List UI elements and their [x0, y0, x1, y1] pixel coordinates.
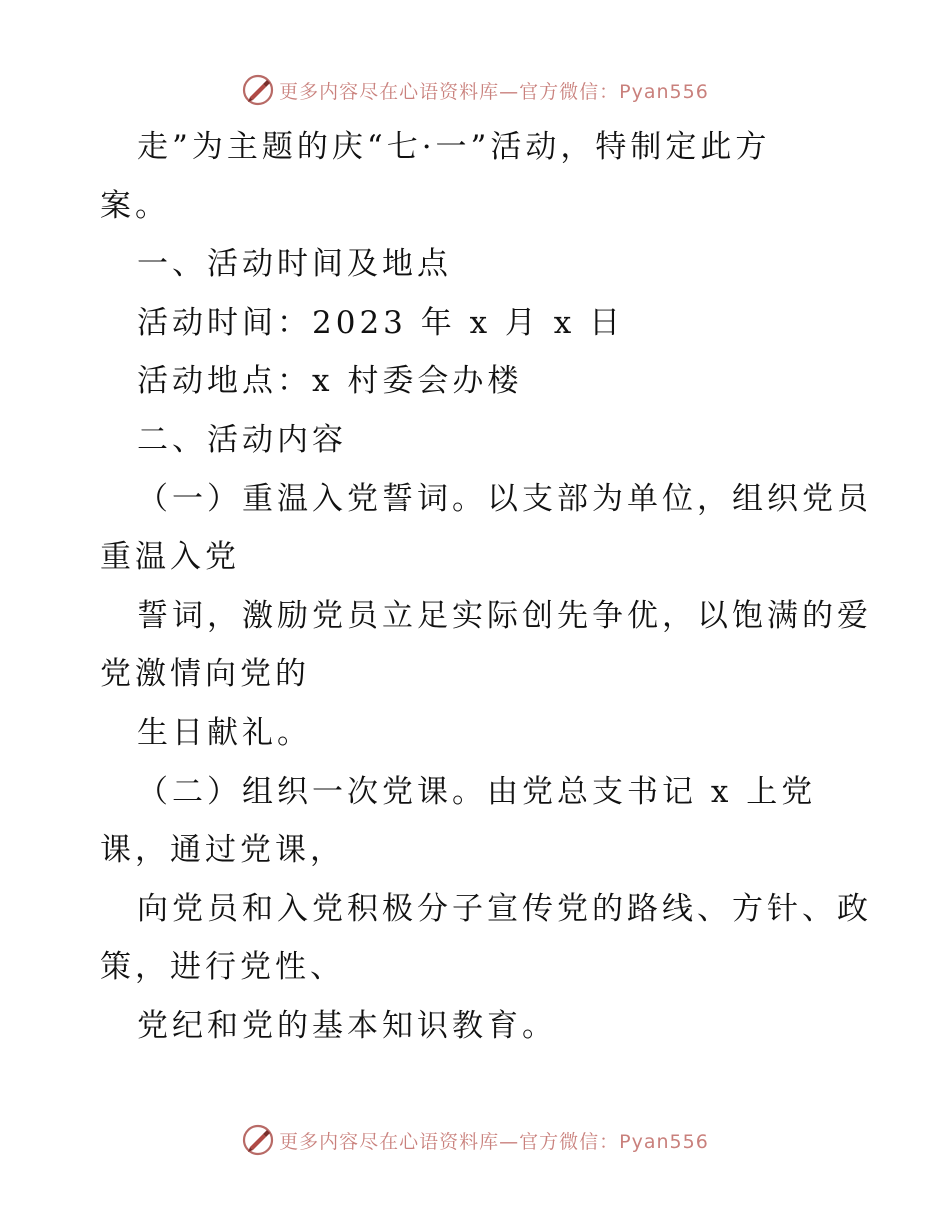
watermark-header-text: 更多内容尽在心语资料库—官方微信：Pyan556 — [279, 80, 709, 103]
watermark-footer-text: 更多内容尽在心语资料库—官方微信：Pyan556 — [279, 1130, 709, 1153]
document-body — [100, 118, 872, 1056]
watermark-header — [0, 70, 950, 110]
body-text-line: 活动地点：x 村委会办楼 — [137, 363, 523, 400]
body-text-line: 走”为主题的庆“七·一”活动，特制定此方 — [137, 129, 771, 165]
body-text-line: 生日献礼。 — [137, 714, 312, 751]
body-text-line: 策，进行党性、 — [100, 949, 345, 986]
body-text-line: 誓词，激励党员立足实际创先争优，以饱满的爱 — [137, 597, 872, 634]
body-text-line: （一）重温入党誓词。以支部为单位，组织党员 — [137, 480, 872, 517]
pen-logo-icon — [241, 1123, 275, 1157]
body-text-line: 一、活动时间及地点 — [137, 246, 452, 283]
body-text-line: 二、活动内容 — [137, 421, 347, 458]
body-text-line: 活动时间：2023 年 x 月 x 日 — [137, 304, 625, 341]
body-text-line: 案。 — [100, 187, 170, 224]
body-text-line: 党纪和党的基本知识教育。 — [137, 1007, 557, 1044]
pen-logo-icon — [241, 73, 275, 107]
body-text-line: 课，通过党课， — [100, 832, 345, 869]
body-text-line: 党激情向党的 — [100, 656, 310, 693]
watermark-footer — [0, 1120, 950, 1160]
body-text-line: （二）组织一次党课。由党总支书记 x 上党 — [137, 773, 817, 810]
body-text-line: 重温入党 — [100, 539, 240, 576]
body-text-line: 向党员和入党积极分子宣传党的路线、方针、政 — [137, 890, 872, 927]
